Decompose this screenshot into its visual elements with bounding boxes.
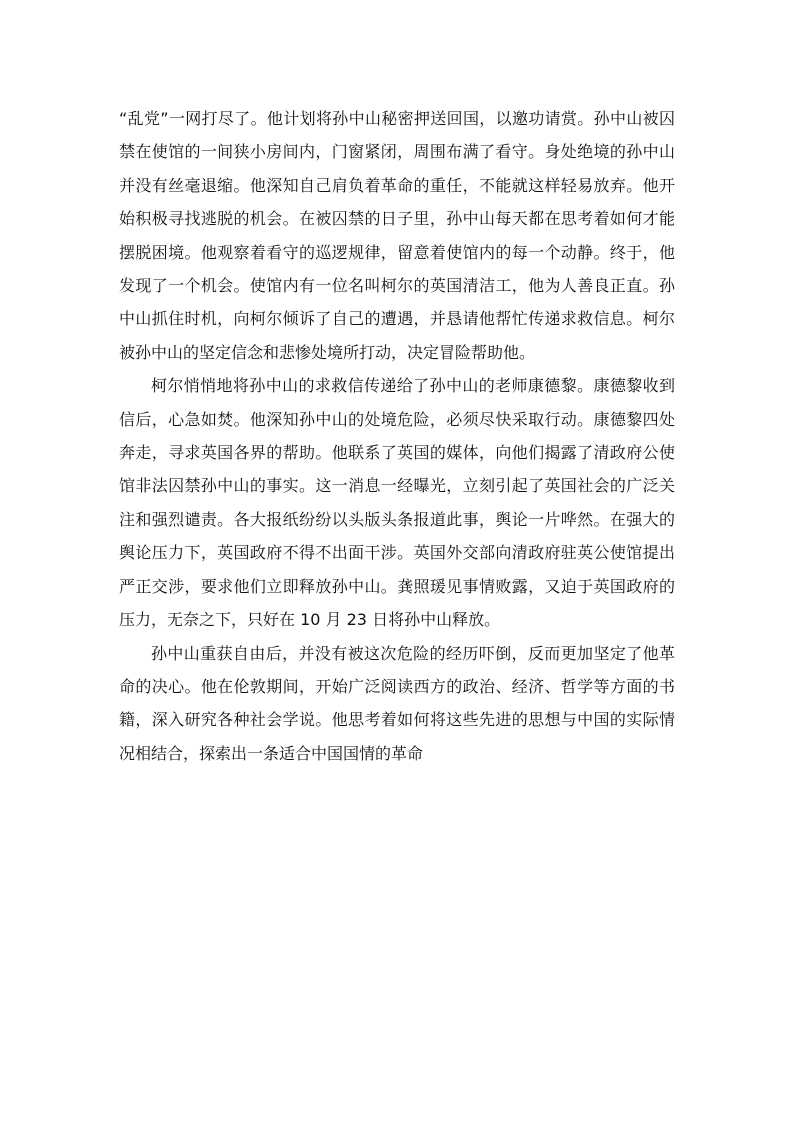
paragraph-1: “乱党”一网打尽了。他计划将孙中山秘密押送回国，以邀功请赏。孙中山被囚禁在使馆的一间狭小房间内，门窗紧闭，周围布满了看守。身处绝境的孙中山并没有丝毫退缩。他深知自己肩负着革命的重任，不能就这样轻易放弃。他开始积极寻找逃脱的机会。在被囚禁的日子里，孙中山每天都在思考着如何才能摆脱困境。他观察着看守的巡逻规律，留意着使馆内的每一个动静。终于，他发现了一个机会。使馆内有一位名叫柯尔的英国清洁工，他为人善良正直。孙中山抓住时机，向柯尔倾诉了自己的遭遇，并恳请他帮忙传递求救信息。柯尔被孙中山的坚定信念和悲惨处境所打动，决定冒险帮助他。 [119,109,675,362]
document-body [119,102,675,770]
paragraph-2: 柯尔悄悄地将孙中山的求救信传递给了孙中山的老师康德黎。康德黎收到信后，心急如焚。他深知孙中山的处境危险，必须尽快采取行动。康德黎四处奔走，寻求英国各界的帮助。他联系了英国的媒体，向他们揭露了清政府公使馆非法囚禁孙中山的事实。这一消息一经曝光，立刻引起了英国社会的广泛关注和强烈谴责。各大报纸纷纷以头版头条报道此事，舆论一片哗然。在强大的舆论压力下，英国政府不得不出面干涉。英国外交部向清政府驻英公使馆提出严正交涉，要求他们立即释放孙中山。龚照瑗见事情败露，又迫于英国政府的压力，无奈之下，只好在 10 月 23 日将孙中山释放。 [119,376,675,630]
paragraph-3: 孙中山重获自由后，并没有被这次危险的经历吓倒，反而更加坚定了他革命的决心。他在伦敦期间，开始广泛阅读西方的政治、经济、哲学等方面的书籍，深入研究各种社会学说。他思考着如何将这些先进的思想与中国的实际情况相结合，探索出一条适合中国国情的革命 [119,643,675,763]
